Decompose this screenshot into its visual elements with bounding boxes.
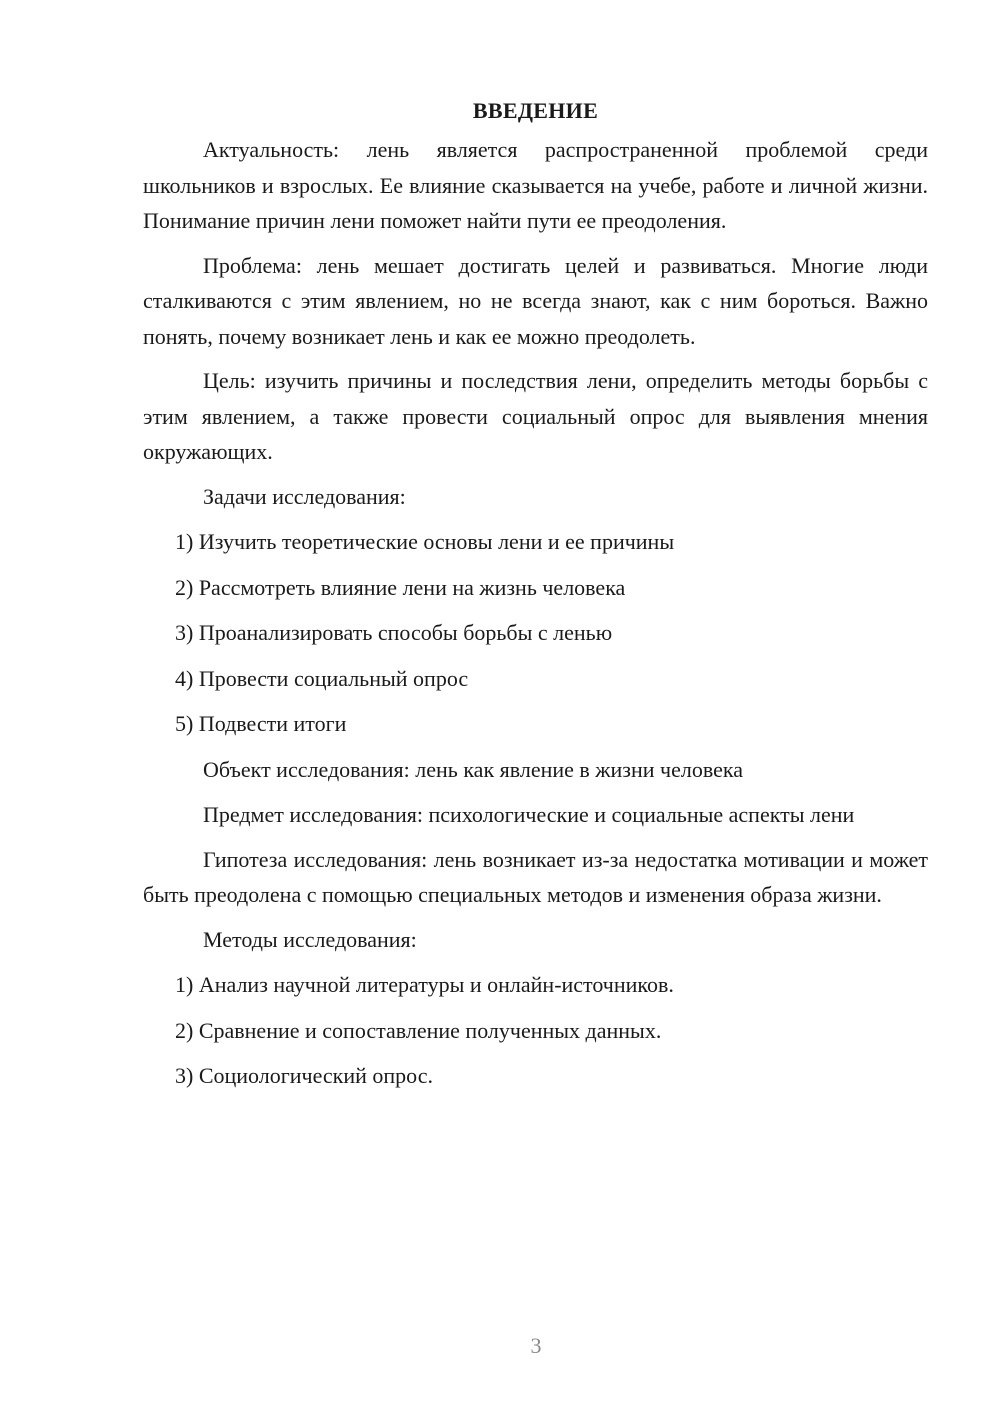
methods-heading: Методы исследования: — [203, 926, 417, 952]
task-item-1: 1) Изучить теоретические основы лени и ее причины — [175, 529, 675, 554]
goal-paragraph: Цель: изучить причины и последствия лени, определить методы борьбы с этим явлением, а также провести социальный опрос для выявления мнения окружающих. — [143, 368, 928, 464]
hypothesis-paragraph: Гипотеза исследования: лень возникает из-за недостатка мотивации и может быть преодолена с помощью специальных методов и изменения образа жизни. — [143, 846, 928, 907]
subject-paragraph: Предмет исследования: психологические и социальные аспекты лени — [203, 802, 855, 827]
method-item-1: 1) Анализ научной литературы и онлайн-источников. — [175, 972, 674, 997]
document-title: ВВЕДЕНИЕ — [472, 98, 599, 123]
relevance-paragraph: Актуальность: лень является распространенной проблемой среди школьников и взрослых. Ее влияние сказывается на учебе, работе и личной жизни. Понимание причин лени поможет найти пути ее преодоления. — [143, 137, 928, 233]
object-line: Объект исследования: лень как явление в жизни человека — [203, 756, 743, 782]
document-page — [143, 90, 928, 1104]
task-item-5: 5) Подвести итоги — [175, 711, 347, 736]
tasks-heading: Задачи исследования: — [203, 483, 406, 509]
page-number: 3 — [530, 1333, 542, 1358]
task-item-2: 2) Рассмотреть влияние лени на жизнь человека — [175, 574, 626, 600]
task-item-3: 3) Проанализировать способы борьбы с ленью — [175, 620, 613, 645]
method-item-2: 2) Сравнение и сопоставление полученных данных. — [175, 1017, 662, 1043]
problem-paragraph: Проблема: лень мешает достигать целей и развиваться. Многие люди сталкиваются с этим явлением, но не всегда знают, как с ним бороться. Важно понять, почему возникает лень и как ее можно преодолеть. — [143, 252, 928, 349]
task-item-4: 4) Провести социальный опрос — [175, 665, 469, 691]
method-item-3: 3) Социологический опрос. — [175, 1063, 433, 1088]
